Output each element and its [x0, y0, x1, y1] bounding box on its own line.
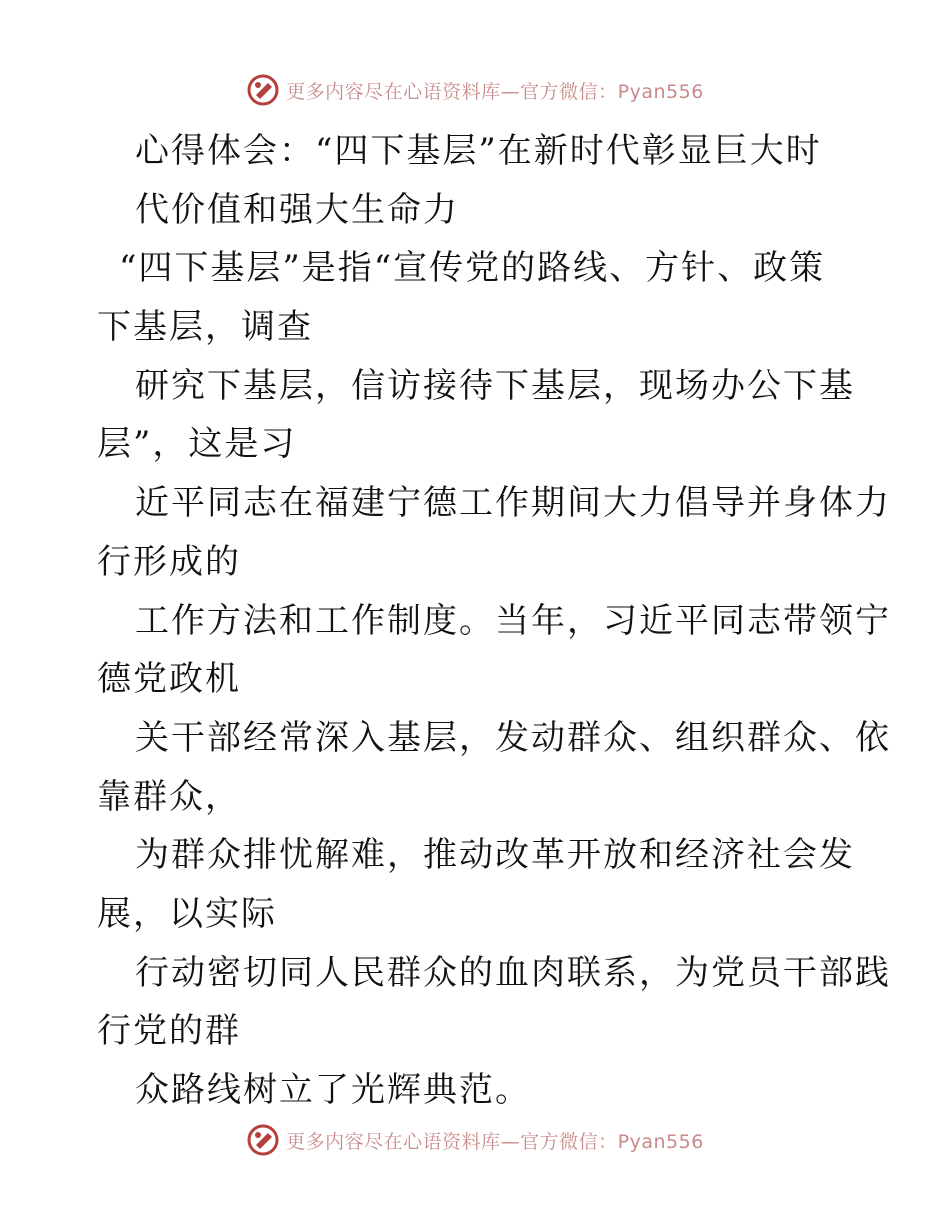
text-line: 行党的群	[97, 1011, 241, 1052]
footer-watermark	[0, 1122, 950, 1158]
text-line: “四下基层”是指“宣传党的路线、方针、政策	[119, 248, 826, 289]
watermark-text: 更多内容尽在心语资料库—官方微信：Pyan556	[286, 80, 704, 103]
text-line: 层”，这是习	[97, 424, 297, 465]
text-line: 展，以实际	[97, 893, 277, 934]
text-line: 为群众排忧解难，推动改革开放和经济社会发	[135, 835, 855, 876]
text-line: 众路线树立了光辉典范。	[135, 1070, 531, 1110]
text-line: 心得体会：“四下基层”在新时代彰显巨大时	[135, 131, 822, 171]
text-line: 近平同志在福建宁德工作期间大力倡导并身体力	[135, 483, 891, 524]
text-line: 代价值和强大生命力	[135, 189, 459, 230]
text-line: 研究下基层，信访接待下基层，现场办公下基	[135, 365, 855, 406]
text-line: 德党政机	[97, 659, 241, 700]
text-line: 行动密切同人民群众的血肉联系，为党员干部践	[135, 952, 891, 993]
text-line: 工作方法和工作制度。当年，习近平同志带领宁	[135, 600, 891, 641]
header-watermark	[0, 72, 950, 108]
text-line: 关干部经常深入基层，发动群众、组织群众、依	[135, 717, 891, 758]
text-line: 行形成的	[97, 541, 241, 582]
document-body	[97, 122, 891, 1120]
watermark-text: 更多内容尽在心语资料库—官方微信：Pyan556	[286, 1130, 704, 1153]
brand-logo-icon	[246, 73, 280, 107]
brand-logo-icon	[246, 1123, 280, 1157]
text-line: 下基层，调查	[97, 307, 313, 348]
text-line: 靠群众，	[97, 776, 241, 817]
